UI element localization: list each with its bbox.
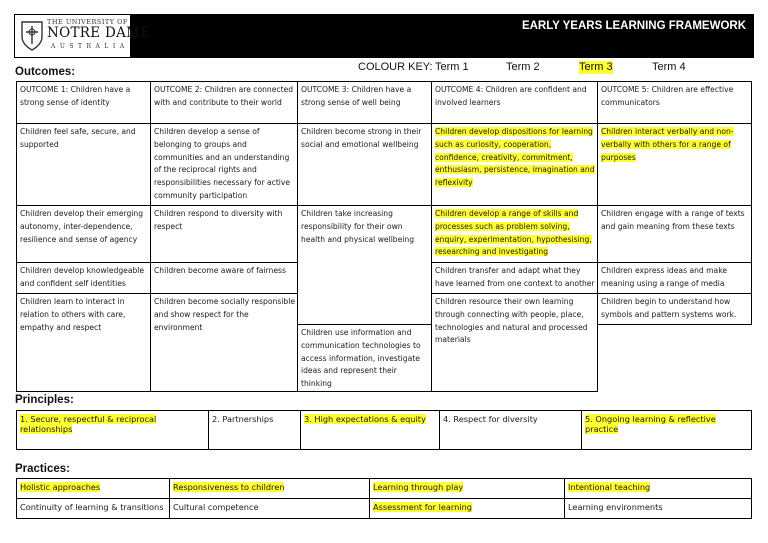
practices-heading: Practices: — [15, 463, 70, 475]
outcome-cell: Children develop their emerging autonomy, inter-dependence, resilience and sense of agency — [17, 206, 151, 263]
outcome-cell: Children transfer and adapt what they have learned from one context to another — [432, 263, 598, 294]
outcome-cell: Children feel safe, secure, and supported — [17, 124, 151, 206]
practice-cell: Continuity of learning & transitions — [17, 499, 170, 519]
logo-line-1: THE UNIVERSITY OF — [47, 18, 128, 26]
outcome-cell — [432, 124, 598, 206]
outcome-cell: Children engage with a range of texts and gain meaning from these texts — [598, 206, 752, 263]
outcome-cell: Children take increasing responsibility for their own health and physical wellbeing — [298, 206, 432, 325]
highlighted-text: 3. High expectations & equity — [304, 414, 426, 424]
highlighted-text: Children develop a range of skills and processes such as problem solving, enquiry, experimentation, hypothesising, researching and investigating — [435, 209, 592, 257]
outcome-header-3: OUTCOME 3: Children have a strong sense of well being — [298, 82, 432, 124]
highlighted-text: Children interact verbally and non-verbally with others for a range of purposes — [601, 127, 734, 162]
practice-cell — [370, 499, 565, 519]
colour-key-term-1: Term 1 — [435, 61, 469, 73]
practices-table — [16, 478, 752, 519]
outcome-cell: Children respond to diversity with respect — [151, 206, 298, 263]
principle-cell: 4. Respect for diversity — [440, 411, 582, 450]
outcome-header-1: OUTCOME 1: Children have a strong sense of identity — [17, 82, 151, 124]
crest-icon — [19, 20, 45, 52]
outcome-cell — [598, 124, 752, 206]
principle-cell — [582, 411, 752, 450]
colour-key-term-3: Term 3 — [579, 61, 613, 73]
outcome-cell: Children learn to interact in relation to others with care, empathy and respect — [17, 294, 151, 392]
colour-key-label: COLOUR KEY: — [358, 61, 433, 73]
outcome-cell: Children express ideas and make meaning using a range of media — [598, 263, 752, 294]
principles-table — [16, 410, 752, 450]
university-logo — [14, 14, 151, 58]
outcome-cell: Children become aware of fairness — [151, 263, 298, 294]
outcome-cell: Children begin to understand how symbols and pattern systems work. — [598, 294, 752, 325]
colour-key-term-2: Term 2 — [506, 61, 540, 73]
outcome-cell: Children develop a sense of belonging to groups and communities and an understanding of the reciprocal rights and responsibilities necessary for active community participation — [151, 124, 298, 206]
outcome-cell: Children become strong in their social and emotional wellbeing — [298, 124, 432, 206]
highlighted-text: Learning through play — [373, 482, 464, 492]
highlighted-text: Children develop dispositions for learning such as curiosity, cooperation, confidence, creativity, commitment, enthusiasm, persistence, imagination and reflexivity — [435, 127, 595, 188]
outcomes-heading: Outcomes: — [15, 66, 76, 78]
principle-cell: 2. Partnerships — [209, 411, 301, 450]
outcome-cell — [432, 206, 598, 263]
logo-line-3: AUSTRALIA — [51, 43, 129, 50]
header-bar — [14, 14, 754, 58]
highlighted-text: Intentional teaching — [568, 482, 651, 492]
practice-cell: Cultural competence — [170, 499, 370, 519]
outcome-header-5: OUTCOME 5: Children are effective communicators — [598, 82, 752, 124]
practice-cell — [370, 479, 565, 499]
document-title: EARLY YEARS LEARNING FRAMEWORK — [521, 20, 746, 32]
outcome-cell: Children use information and communication technologies to access information, investigate ideas and represent their thinking — [298, 325, 432, 392]
practice-cell — [565, 479, 752, 499]
principles-heading: Principles: — [15, 394, 74, 406]
highlighted-text: 1. Secure, respectful & reciprocal relationships — [20, 414, 157, 434]
outcome-header-2: OUTCOME 2: Children are connected with and contribute to their world — [151, 82, 298, 124]
practice-cell — [170, 479, 370, 499]
colour-key-term-4: Term 4 — [652, 61, 686, 73]
logo-line-2: NOTRE DAME — [47, 25, 151, 41]
outcomes-table — [16, 81, 752, 392]
outcome-cell: Children resource their own learning through connecting with people, place, technologies and natural and processed materials — [432, 294, 598, 392]
highlighted-text: Responsiveness to children — [173, 482, 285, 492]
practice-cell: Learning environments — [565, 499, 752, 519]
practice-cell — [17, 479, 170, 499]
highlighted-text: Assessment for learning — [373, 502, 472, 512]
highlighted-text: 5. Ongoing learning & reflective practice — [585, 414, 716, 434]
outcome-cell: Children become socially responsible and show respect for the environment — [151, 294, 298, 392]
outcome-header-4: OUTCOME 4: Children are confident and involved learners — [432, 82, 598, 124]
principle-cell — [301, 411, 440, 450]
principle-cell — [17, 411, 209, 450]
outcome-cell: Children develop knowledgeable and confident self identities — [17, 263, 151, 294]
highlighted-text: Holistic approaches — [20, 482, 101, 492]
